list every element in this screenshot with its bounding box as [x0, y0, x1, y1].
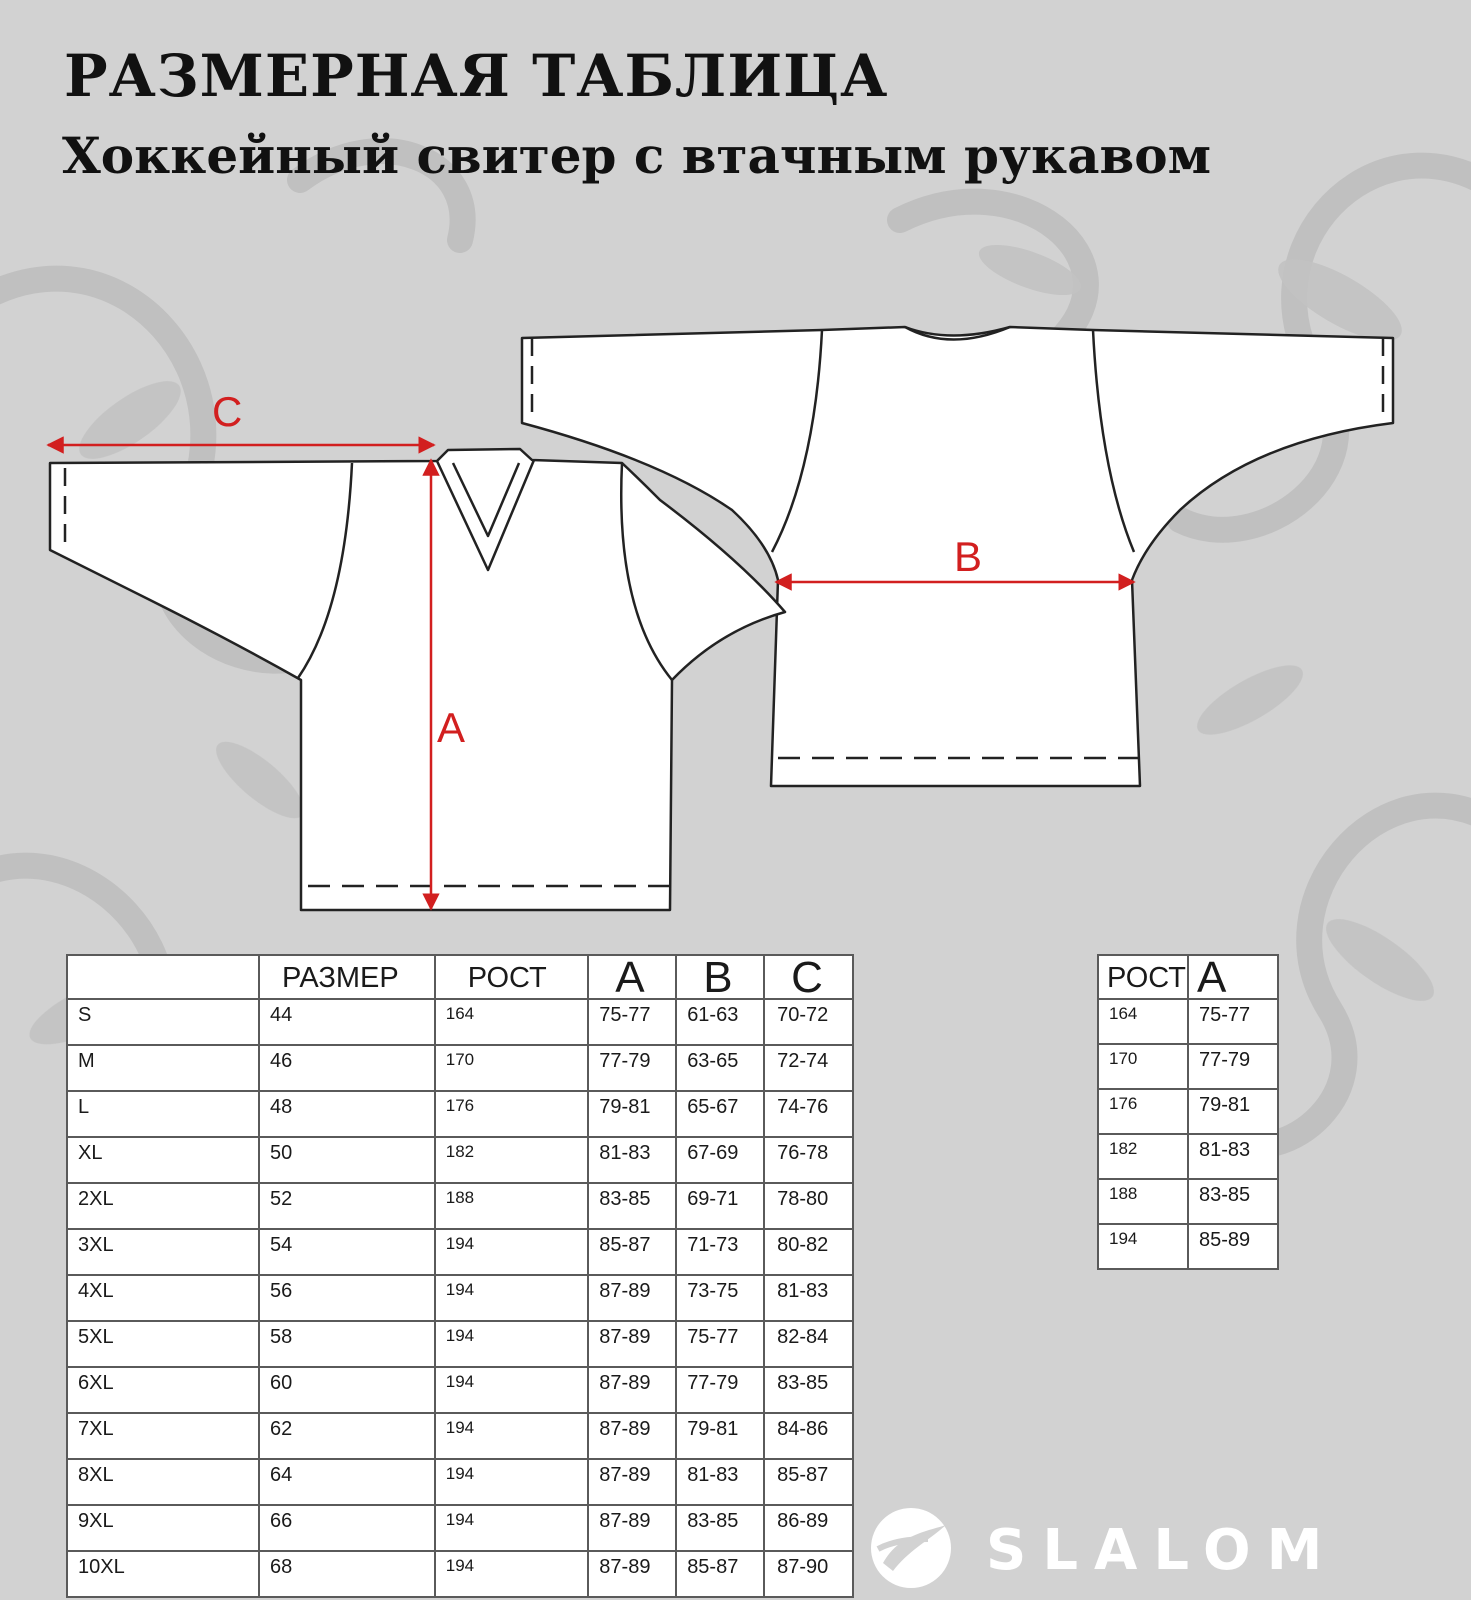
size-cell: 194: [435, 1413, 589, 1459]
table-row: [1098, 1224, 1278, 1269]
size-cell: 76-78: [764, 1137, 853, 1183]
size-cell: 46: [259, 1045, 435, 1091]
size-cell: 85-87: [676, 1551, 764, 1597]
header-height: РОСТ: [1098, 955, 1188, 999]
header-height: РОСТ: [435, 955, 589, 999]
size-cell: 194: [435, 1367, 589, 1413]
height-cell: 81-83: [1188, 1134, 1278, 1179]
table-row: [67, 1275, 853, 1321]
size-cell: 84-86: [764, 1413, 853, 1459]
size-cell: 72-74: [764, 1045, 853, 1091]
page-subtitle: Хоккейный свитер с втачным рукавом: [62, 126, 1212, 185]
size-cell: 66: [259, 1505, 435, 1551]
size-cell: 80-82: [764, 1229, 853, 1275]
header-label: [67, 955, 259, 999]
size-cell: 81-83: [676, 1459, 764, 1505]
height-cell: 188: [1098, 1179, 1188, 1224]
height-cell: 83-85: [1188, 1179, 1278, 1224]
size-table-header: [67, 955, 853, 999]
size-cell: 83-85: [676, 1505, 764, 1551]
size-cell: 87-89: [588, 1505, 676, 1551]
logo-text: SLALOM: [986, 1518, 1339, 1583]
height-cell: 75-77: [1188, 999, 1278, 1044]
page-title: РАЗМЕРНАЯ ТАБЛИЦА: [64, 42, 889, 110]
size-cell: 87-89: [588, 1321, 676, 1367]
height-cell: 79-81: [1188, 1089, 1278, 1134]
table-row: [1098, 1134, 1278, 1179]
size-cell: 87-89: [588, 1413, 676, 1459]
size-cell: 54: [259, 1229, 435, 1275]
height-cell: 164: [1098, 999, 1188, 1044]
size-cell: 176: [435, 1091, 589, 1137]
table-row: [1098, 999, 1278, 1044]
size-cell: 87-89: [588, 1275, 676, 1321]
size-table: [66, 954, 854, 1598]
size-cell: 68: [259, 1551, 435, 1597]
slalom-logo: [868, 1505, 1398, 1591]
size-cell: 87-89: [588, 1551, 676, 1597]
size-cell: 3XL: [67, 1229, 259, 1275]
size-cell: 60: [259, 1367, 435, 1413]
table-row: [67, 1137, 853, 1183]
header-b: B: [676, 955, 764, 999]
dimension-a-label: A: [437, 704, 466, 751]
size-cell: 77-79: [676, 1367, 764, 1413]
size-cell: 87-89: [588, 1459, 676, 1505]
height-cell: 182: [1098, 1134, 1188, 1179]
table-row: [67, 1229, 853, 1275]
size-cell: 194: [435, 1321, 589, 1367]
size-cell: 194: [435, 1275, 589, 1321]
dimension-c-label: C: [212, 388, 243, 435]
size-cell: M: [67, 1045, 259, 1091]
table-row: [67, 1505, 853, 1551]
table-row: [67, 1183, 853, 1229]
size-cell: 194: [435, 1551, 589, 1597]
header-size: РАЗМЕР: [259, 955, 435, 999]
size-cell: 2XL: [67, 1183, 259, 1229]
dimension-b-label: B: [954, 533, 983, 580]
size-cell: 70-72: [764, 999, 853, 1045]
height-cell: 85-89: [1188, 1224, 1278, 1269]
size-cell: 73-75: [676, 1275, 764, 1321]
jersey-front-view: [50, 449, 785, 910]
table-row: [67, 1551, 853, 1597]
size-cell: 7XL: [67, 1413, 259, 1459]
table-row: [67, 1045, 853, 1091]
table-row: [67, 1091, 853, 1137]
size-cell: 8XL: [67, 1459, 259, 1505]
size-cell: 52: [259, 1183, 435, 1229]
height-cell: 176: [1098, 1089, 1188, 1134]
size-cell: 62: [259, 1413, 435, 1459]
size-cell: L: [67, 1091, 259, 1137]
size-cell: 5XL: [67, 1321, 259, 1367]
size-cell: 194: [435, 1229, 589, 1275]
size-cell: 79-81: [676, 1413, 764, 1459]
size-cell: S: [67, 999, 259, 1045]
size-cell: 75-77: [676, 1321, 764, 1367]
size-cell: 50: [259, 1137, 435, 1183]
size-cell: 82-84: [764, 1321, 853, 1367]
size-cell: 83-85: [588, 1183, 676, 1229]
height-table: [1097, 954, 1279, 1270]
size-cell: 182: [435, 1137, 589, 1183]
size-cell: 87-90: [764, 1551, 853, 1597]
size-cell: XL: [67, 1137, 259, 1183]
table-row: [67, 999, 853, 1045]
size-cell: 9XL: [67, 1505, 259, 1551]
size-cell: 74-76: [764, 1091, 853, 1137]
size-cell: 81-83: [764, 1275, 853, 1321]
size-cell: 64: [259, 1459, 435, 1505]
size-cell: 75-77: [588, 999, 676, 1045]
height-table-header: [1098, 955, 1278, 999]
size-cell: 170: [435, 1045, 589, 1091]
table-row: [67, 1459, 853, 1505]
size-cell: 67-69: [676, 1137, 764, 1183]
height-cell: 77-79: [1188, 1044, 1278, 1089]
size-cell: 58: [259, 1321, 435, 1367]
size-cell: 86-89: [764, 1505, 853, 1551]
size-cell: 194: [435, 1459, 589, 1505]
table-row: [67, 1321, 853, 1367]
size-cell: 69-71: [676, 1183, 764, 1229]
size-cell: 63-65: [676, 1045, 764, 1091]
size-cell: 164: [435, 999, 589, 1045]
size-cell: 81-83: [588, 1137, 676, 1183]
size-cell: 61-63: [676, 999, 764, 1045]
size-cell: 188: [435, 1183, 589, 1229]
size-cell: 85-87: [588, 1229, 676, 1275]
size-cell: 44: [259, 999, 435, 1045]
size-cell: 85-87: [764, 1459, 853, 1505]
size-cell: 56: [259, 1275, 435, 1321]
slalom-swoosh-icon: [871, 1508, 951, 1588]
size-cell: 87-89: [588, 1367, 676, 1413]
table-row: [67, 1413, 853, 1459]
size-cell: 65-67: [676, 1091, 764, 1137]
size-cell: 71-73: [676, 1229, 764, 1275]
table-row: [67, 1367, 853, 1413]
size-cell: 83-85: [764, 1367, 853, 1413]
size-cell: 48: [259, 1091, 435, 1137]
size-cell: 4XL: [67, 1275, 259, 1321]
size-cell: 194: [435, 1505, 589, 1551]
table-row: [1098, 1089, 1278, 1134]
table-row: [1098, 1179, 1278, 1224]
size-cell: 77-79: [588, 1045, 676, 1091]
height-cell: 170: [1098, 1044, 1188, 1089]
size-cell: 10XL: [67, 1551, 259, 1597]
header-a: A: [1188, 955, 1278, 999]
size-cell: 78-80: [764, 1183, 853, 1229]
header-c: C: [764, 955, 853, 999]
size-cell: 6XL: [67, 1367, 259, 1413]
header-a: A: [588, 955, 676, 999]
height-cell: 194: [1098, 1224, 1188, 1269]
table-row: [1098, 1044, 1278, 1089]
size-cell: 79-81: [588, 1091, 676, 1137]
